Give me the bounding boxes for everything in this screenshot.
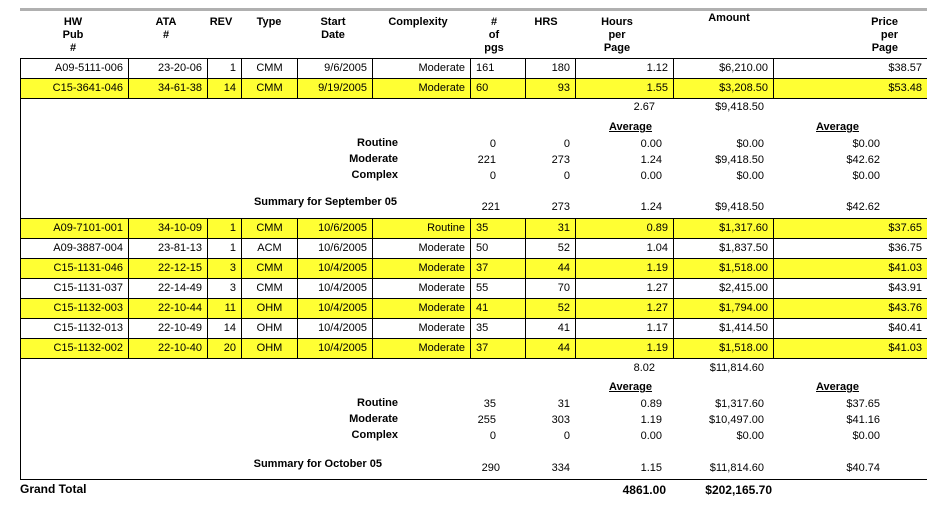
cell-rev: 11 bbox=[208, 299, 242, 318]
average-label: Average bbox=[609, 381, 653, 393]
summary-hpp: 0.00 bbox=[640, 138, 662, 150]
cell-complexity: Moderate bbox=[373, 299, 471, 318]
cell-rev: 1 bbox=[208, 239, 242, 258]
cell-amount: $1,317.60 bbox=[674, 219, 774, 238]
row-bottom-rule bbox=[20, 98, 927, 99]
cell-hpp: 1.19 bbox=[576, 339, 674, 358]
cell-hpp: 1.27 bbox=[576, 279, 674, 298]
summary-total-hrs: 273 bbox=[551, 201, 570, 213]
summary-hpp: 0.00 bbox=[640, 430, 662, 442]
subtotal-hpp: 8.02 bbox=[633, 362, 655, 374]
summary-label: Moderate bbox=[349, 153, 398, 165]
cell-pub: A09-7101-001 bbox=[21, 219, 129, 238]
table-row bbox=[20, 218, 927, 238]
cell-amount: $6,210.00 bbox=[674, 59, 774, 78]
table-row bbox=[20, 278, 927, 298]
table-row bbox=[20, 58, 927, 78]
summary-total-pgs: 290 bbox=[481, 462, 500, 474]
cell-ppp: $37.65 bbox=[774, 219, 927, 238]
cell-amount: $1,518.00 bbox=[674, 339, 774, 358]
cell-pub: C15-1131-037 bbox=[21, 279, 129, 298]
group-left-border bbox=[20, 98, 21, 218]
cell-hpp: 1.19 bbox=[576, 259, 674, 278]
cell-date: 10/4/2005 bbox=[298, 259, 373, 278]
header-rev: REV bbox=[209, 16, 233, 28]
cell-ata: 22-10-40 bbox=[129, 339, 208, 358]
cell-pub: C15-1132-013 bbox=[21, 319, 129, 338]
cell-pub: A09-3887-004 bbox=[21, 239, 129, 258]
average-label: Average bbox=[816, 381, 860, 393]
summary-total-pgs: 221 bbox=[481, 201, 500, 213]
cell-complexity: Moderate bbox=[373, 279, 471, 298]
summary-amount: $10,497.00 bbox=[708, 414, 764, 426]
cell-type: CMM bbox=[242, 279, 298, 298]
header-start-date: Start Date bbox=[320, 16, 346, 41]
summary-ppp: $41.16 bbox=[846, 414, 880, 426]
cell-hpp: 1.55 bbox=[576, 79, 674, 98]
cell-rev: 3 bbox=[208, 279, 242, 298]
header-hrs: HRS bbox=[534, 16, 558, 28]
summary-pgs: 221 bbox=[477, 154, 496, 166]
cell-ata: 34-61-38 bbox=[129, 79, 208, 98]
cell-type: OHM bbox=[242, 319, 298, 338]
row-bottom-rule bbox=[20, 358, 927, 359]
cell-rev: 20 bbox=[208, 339, 242, 358]
cell-ata: 22-10-44 bbox=[129, 299, 208, 318]
summary-label: Moderate bbox=[349, 413, 398, 425]
header-hours-per-page: Hours per Page bbox=[601, 16, 633, 54]
header-complexity: Complexity bbox=[388, 16, 448, 28]
summary-total-amount: $9,418.50 bbox=[715, 201, 764, 213]
grand-total-rule bbox=[20, 479, 927, 480]
summary-total-amount: $11,814.60 bbox=[709, 462, 764, 474]
summary-pgs: 35 bbox=[483, 398, 496, 410]
cell-ata: 22-12-15 bbox=[129, 259, 208, 278]
cell-pub: C15-1132-003 bbox=[21, 299, 129, 318]
cell-date: 10/4/2005 bbox=[298, 279, 373, 298]
header-hw-pub: HW Pub # bbox=[62, 16, 84, 54]
summary-hpp: 0.00 bbox=[640, 170, 662, 182]
cell-hrs: 41 bbox=[526, 319, 576, 338]
summary-hrs: 273 bbox=[551, 154, 570, 166]
cell-rev: 1 bbox=[208, 59, 242, 78]
cell-date: 9/19/2005 bbox=[298, 79, 373, 98]
summary-hpp: 1.24 bbox=[640, 154, 662, 166]
cell-amount: $2,415.00 bbox=[674, 279, 774, 298]
cell-type: OHM bbox=[242, 299, 298, 318]
summary-label: Summary for September 05 bbox=[253, 196, 397, 208]
summary-hrs: 31 bbox=[557, 398, 570, 410]
cell-hrs: 52 bbox=[526, 299, 576, 318]
table-row bbox=[20, 78, 927, 98]
cell-date: 10/4/2005 bbox=[298, 339, 373, 358]
header-ata: ATA # bbox=[155, 16, 177, 41]
cell-pgs: 60 bbox=[471, 79, 526, 98]
group-left-border bbox=[20, 358, 21, 480]
summary-total-ppp: $42.62 bbox=[846, 201, 880, 213]
cell-hpp: 1.17 bbox=[576, 319, 674, 338]
cell-pub: A09-5111-006 bbox=[21, 59, 129, 78]
summary-label: Routine bbox=[357, 137, 398, 149]
cell-rev: 3 bbox=[208, 259, 242, 278]
cell-ppp: $43.76 bbox=[774, 299, 927, 318]
cell-ppp: $41.03 bbox=[774, 259, 927, 278]
table-row bbox=[20, 258, 927, 278]
cell-ppp: $43.91 bbox=[774, 279, 927, 298]
summary-label: Routine bbox=[357, 397, 398, 409]
cell-date: 10/6/2005 bbox=[298, 239, 373, 258]
cell-amount: $1,414.50 bbox=[674, 319, 774, 338]
cell-ata: 22-10-49 bbox=[129, 319, 208, 338]
summary-pgs: 0 bbox=[489, 430, 496, 442]
cell-rev: 1 bbox=[208, 219, 242, 238]
cell-ppp: $53.48 bbox=[774, 79, 927, 98]
table-row bbox=[20, 298, 927, 318]
cell-rev: 14 bbox=[208, 319, 242, 338]
summary-ppp: $37.65 bbox=[846, 398, 880, 410]
summary-amount: $9,418.50 bbox=[715, 154, 764, 166]
cell-pgs: 161 bbox=[471, 59, 526, 78]
summary-pgs: 0 bbox=[489, 138, 496, 150]
cell-date: 9/6/2005 bbox=[298, 59, 373, 78]
cell-pgs: 41 bbox=[471, 299, 526, 318]
summary-total-hpp: 1.15 bbox=[640, 462, 662, 474]
cell-pgs: 55 bbox=[471, 279, 526, 298]
cell-complexity: Moderate bbox=[373, 319, 471, 338]
cell-complexity: Moderate bbox=[373, 79, 471, 98]
cell-ata: 34-10-09 bbox=[129, 219, 208, 238]
cell-hrs: 180 bbox=[526, 59, 576, 78]
cell-complexity: Moderate bbox=[373, 59, 471, 78]
cell-hrs: 93 bbox=[526, 79, 576, 98]
cell-rev: 14 bbox=[208, 79, 242, 98]
summary-ppp: $0.00 bbox=[852, 170, 880, 182]
summary-ppp: $0.00 bbox=[852, 138, 880, 150]
summary-label: Complex bbox=[351, 169, 398, 181]
summary-ppp: $0.00 bbox=[852, 430, 880, 442]
cell-type: OHM bbox=[242, 339, 298, 358]
cell-hrs: 44 bbox=[526, 339, 576, 358]
header-amount: Amount bbox=[708, 12, 750, 24]
subtotal-amount: $11,814.60 bbox=[709, 362, 764, 374]
summary-amount: $0.00 bbox=[736, 170, 764, 182]
summary-pgs: 0 bbox=[489, 170, 496, 182]
summary-label: Complex bbox=[351, 429, 398, 441]
cell-pub: C15-3641-046 bbox=[21, 79, 129, 98]
summary-total-hpp: 1.24 bbox=[640, 201, 662, 213]
cell-complexity: Moderate bbox=[373, 239, 471, 258]
cell-hrs: 31 bbox=[526, 219, 576, 238]
cell-hrs: 70 bbox=[526, 279, 576, 298]
cell-pgs: 50 bbox=[471, 239, 526, 258]
summary-total-hrs: 334 bbox=[551, 462, 570, 474]
summary-ppp: $42.62 bbox=[846, 154, 880, 166]
cell-complexity: Moderate bbox=[373, 339, 471, 358]
cell-ppp: $40.41 bbox=[774, 319, 927, 338]
cell-type: CMM bbox=[242, 219, 298, 238]
cell-date: 10/4/2005 bbox=[298, 299, 373, 318]
subtotal-hpp: 2.67 bbox=[633, 101, 655, 113]
cell-hpp: 0.89 bbox=[576, 219, 674, 238]
summary-amount: $1,317.60 bbox=[715, 398, 764, 410]
summary-hrs: 0 bbox=[563, 430, 570, 442]
table-row bbox=[20, 338, 927, 358]
cell-ata: 23-81-13 bbox=[129, 239, 208, 258]
cell-pub: C15-1132-002 bbox=[21, 339, 129, 358]
cell-amount: $1,518.00 bbox=[674, 259, 774, 278]
cell-ata: 22-14-49 bbox=[129, 279, 208, 298]
cell-type: ACM bbox=[242, 239, 298, 258]
cell-type: CMM bbox=[242, 59, 298, 78]
cell-complexity: Moderate bbox=[373, 259, 471, 278]
cell-ppp: $36.75 bbox=[774, 239, 927, 258]
header-type: Type bbox=[256, 16, 282, 28]
summary-label: Summary for October 05 bbox=[253, 458, 382, 470]
summary-amount: $0.00 bbox=[736, 138, 764, 150]
cell-amount: $1,794.00 bbox=[674, 299, 774, 318]
summary-hrs: 0 bbox=[563, 138, 570, 150]
cell-type: CMM bbox=[242, 259, 298, 278]
cell-ppp: $41.03 bbox=[774, 339, 927, 358]
cell-date: 10/4/2005 bbox=[298, 319, 373, 338]
cell-pgs: 35 bbox=[471, 319, 526, 338]
cell-complexity: Routine bbox=[373, 219, 471, 238]
header-num-pgs: # of pgs bbox=[484, 16, 504, 54]
grand-total-label: Grand Total bbox=[20, 482, 87, 496]
table-row bbox=[20, 238, 927, 258]
cell-ata: 23-20-06 bbox=[129, 59, 208, 78]
cell-hpp: 1.27 bbox=[576, 299, 674, 318]
cell-hrs: 52 bbox=[526, 239, 576, 258]
cell-hrs: 44 bbox=[526, 259, 576, 278]
cell-hpp: 1.04 bbox=[576, 239, 674, 258]
grand-total-hpp: 4861.00 bbox=[622, 483, 666, 497]
average-label: Average bbox=[816, 121, 860, 133]
grand-total-amount: $202,165.70 bbox=[705, 483, 772, 497]
cell-pub: C15-1131-046 bbox=[21, 259, 129, 278]
cell-hpp: 1.12 bbox=[576, 59, 674, 78]
table-row bbox=[20, 318, 927, 338]
header-price-per-page: Price per Page bbox=[871, 16, 898, 54]
top-rule bbox=[20, 8, 927, 11]
cell-amount: $3,208.50 bbox=[674, 79, 774, 98]
subtotal-amount: $9,418.50 bbox=[715, 101, 764, 113]
summary-total-ppp: $40.74 bbox=[846, 462, 880, 474]
cell-pgs: 37 bbox=[471, 259, 526, 278]
summary-pgs: 255 bbox=[477, 414, 496, 426]
cell-ppp: $38.57 bbox=[774, 59, 927, 78]
cell-amount: $1,837.50 bbox=[674, 239, 774, 258]
cell-type: CMM bbox=[242, 79, 298, 98]
summary-amount: $0.00 bbox=[736, 430, 764, 442]
cell-date: 10/6/2005 bbox=[298, 219, 373, 238]
summary-hpp: 1.19 bbox=[640, 414, 662, 426]
summary-hpp: 0.89 bbox=[640, 398, 662, 410]
summary-hrs: 0 bbox=[563, 170, 570, 182]
cell-pgs: 37 bbox=[471, 339, 526, 358]
average-label: Average bbox=[609, 121, 653, 133]
summary-hrs: 303 bbox=[551, 414, 570, 426]
cell-pgs: 35 bbox=[471, 219, 526, 238]
